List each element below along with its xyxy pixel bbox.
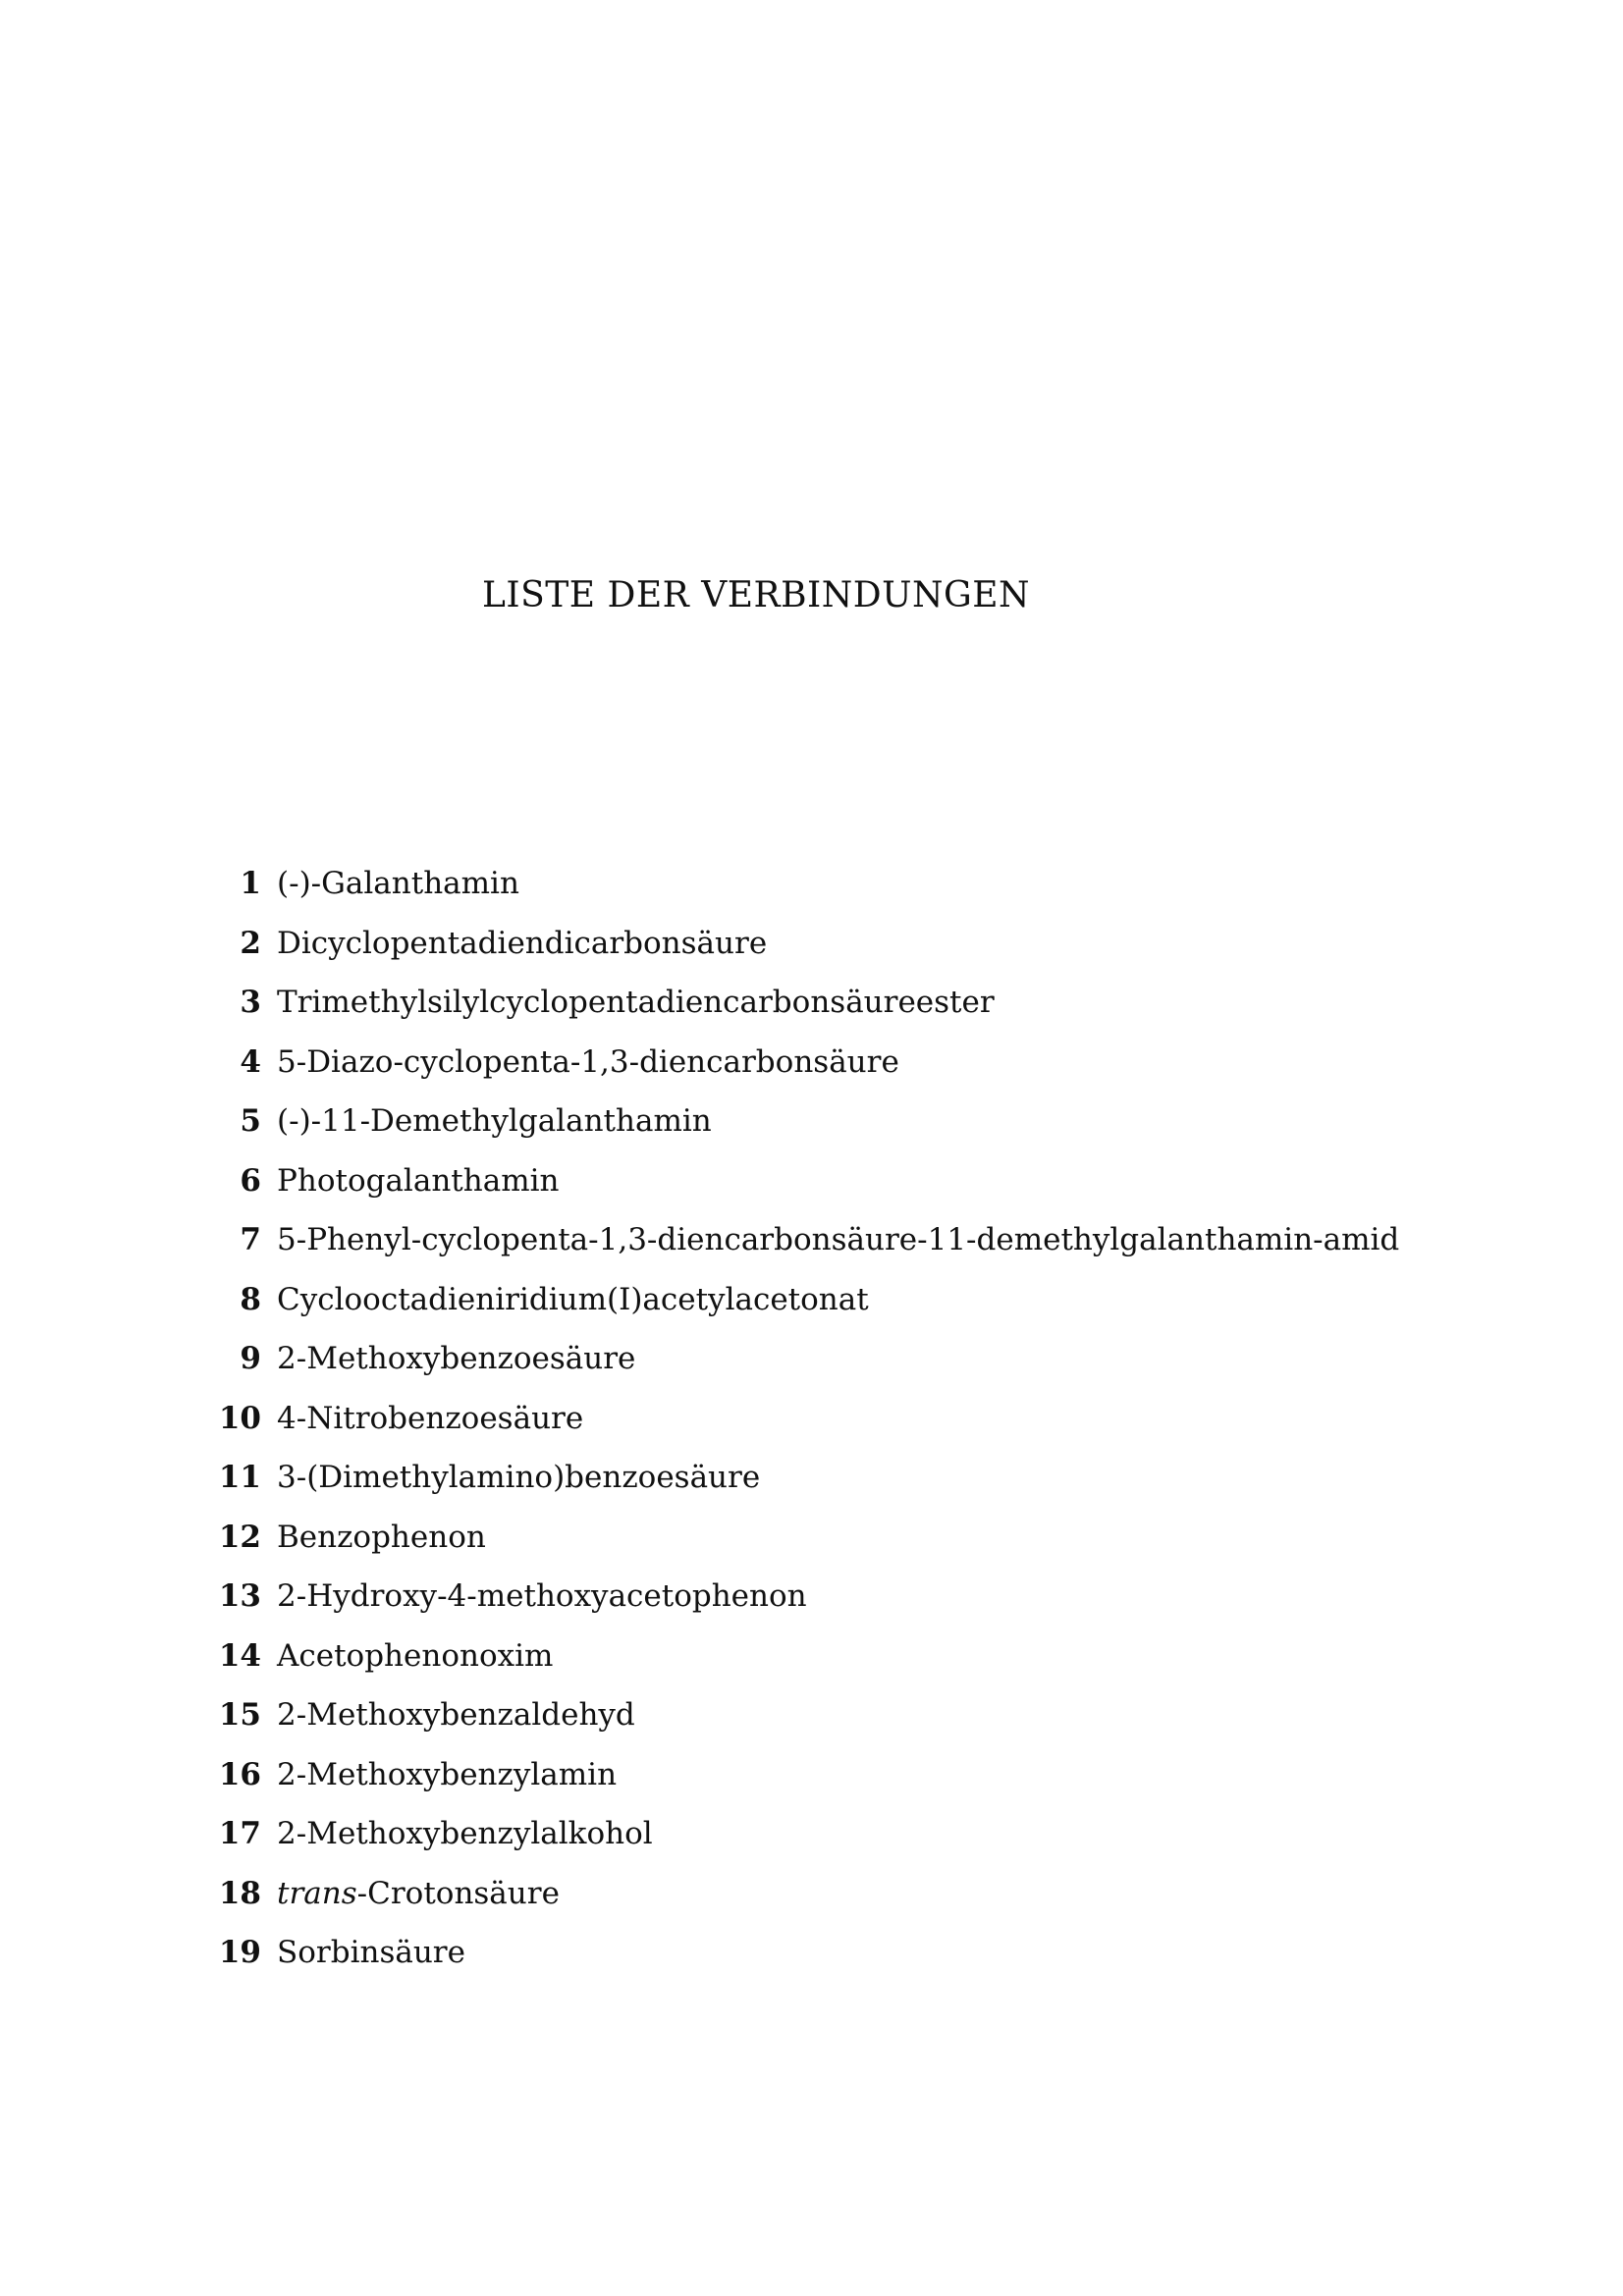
list-item	[196, 1394, 1473, 1454]
compound-number: 3	[240, 985, 261, 1020]
compound-name: Trimethylsilylcyclopentadiencarbonsäureester	[277, 985, 995, 1020]
compound-number: 18	[218, 1875, 261, 1911]
list-item	[196, 1690, 1473, 1750]
compound-name: Benzophenon	[277, 1519, 486, 1555]
compound-number: 6	[240, 1162, 261, 1199]
list-item	[196, 1156, 1473, 1216]
list-item	[196, 859, 1473, 919]
compound-number: 12	[218, 1519, 261, 1555]
compound-number: 10	[218, 1400, 261, 1436]
compound-name: 4-Nitrobenzoesäure	[277, 1400, 584, 1436]
compound-name: 2-Methoxybenzaldehyd	[277, 1697, 635, 1733]
compound-number: 9	[240, 1341, 261, 1376]
compound-number: 15	[218, 1697, 261, 1733]
compound-list	[196, 859, 1473, 1988]
list-item	[196, 1038, 1473, 1097]
list-item	[196, 1096, 1473, 1156]
list-item	[196, 1453, 1473, 1513]
compound-name: (-)-Galanthamin	[277, 866, 519, 901]
compound-name: 2-Methoxybenzoesäure	[277, 1341, 636, 1376]
compound-name: Photogalanthamin	[277, 1162, 560, 1199]
page-title: LISTE DER VERBINDUNGEN	[481, 575, 1030, 615]
compound-name: Cyclooctadieniridium(I)acetylacetonat	[277, 1281, 869, 1317]
list-item	[196, 1513, 1473, 1573]
list-item	[196, 978, 1473, 1038]
compound-name: 5-Phenyl-cyclopenta-1,3-diencarbonsäure-11-demethylgalanthamin-amid	[277, 1222, 1400, 1257]
compound-name	[277, 1869, 560, 1918]
compound-number: 7	[240, 1222, 261, 1257]
compound-name: 2-Methoxybenzylamin	[277, 1756, 618, 1792]
compound-number: 8	[240, 1281, 261, 1317]
list-item	[196, 1572, 1473, 1631]
compound-name: Dicyclopentadiendicarbonsäure	[277, 925, 768, 961]
compound-number: 2	[240, 925, 261, 961]
list-item	[196, 1631, 1473, 1691]
compound-name-prefix: trans	[277, 1875, 357, 1911]
list-item	[196, 1809, 1473, 1869]
list-item	[196, 1275, 1473, 1335]
compound-name: Acetophenonoxim	[277, 1637, 554, 1674]
list-item	[196, 1215, 1473, 1275]
compound-name-rest: -Crotonsäure	[356, 1875, 560, 1911]
list-item	[196, 1334, 1473, 1394]
list-item	[196, 1928, 1473, 1988]
list-item	[196, 919, 1473, 979]
compound-number: 4	[240, 1043, 261, 1080]
compound-name: 3-(Dimethylamino)benzoesäure	[277, 1460, 761, 1495]
compound-number: 5	[240, 1103, 261, 1139]
compound-name: 2-Methoxybenzylalkohol	[277, 1816, 653, 1851]
compound-name: (-)-11-Demethylgalanthamin	[277, 1103, 712, 1139]
compound-number: 1	[240, 866, 261, 901]
compound-name: Sorbinsäure	[277, 1935, 465, 1970]
compound-name: 2-Hydroxy-4-methoxyacetophenon	[277, 1578, 807, 1614]
compound-number: 14	[218, 1637, 261, 1674]
list-item	[196, 1750, 1473, 1810]
compound-number: 17	[218, 1816, 261, 1851]
compound-number: 19	[218, 1935, 261, 1970]
compound-name: 5-Diazo-cyclopenta-1,3-diencarbonsäure	[277, 1043, 899, 1080]
list-item	[196, 1869, 1473, 1929]
compound-number: 11	[218, 1460, 261, 1495]
compound-number: 16	[218, 1756, 261, 1792]
compound-number: 13	[218, 1578, 261, 1614]
